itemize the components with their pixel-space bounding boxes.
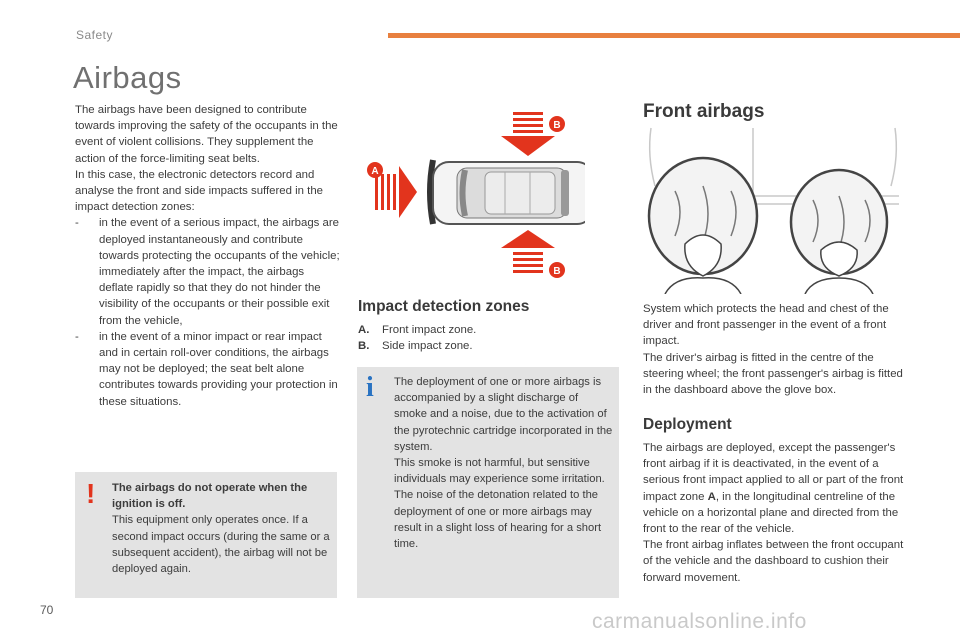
- list-item: [75, 215, 340, 328]
- list-dash: -: [75, 330, 79, 343]
- impact-zones-list: [358, 322, 476, 354]
- page-number: 70: [40, 603, 54, 617]
- zone-text: Side impact zone.: [382, 340, 473, 353]
- list-dash: -: [75, 217, 79, 230]
- passenger-airbag: [791, 170, 887, 294]
- info-paragraph-1: The deployment of one or more airbags is accompanied by a slight discharge of smoke and a noise, due to the activation of the pyrotechnic cartridge incorporated in the system.: [394, 376, 613, 453]
- list-item: [75, 329, 340, 410]
- section-label: Safety: [76, 28, 114, 42]
- exclamation-icon: !: [86, 478, 96, 509]
- side-impact-arrow-bottom: [501, 230, 555, 273]
- label-b-bottom: B: [553, 266, 561, 277]
- watermark: carmanualsonline.info: [592, 610, 807, 633]
- zone-a-reference: A: [707, 490, 716, 503]
- car-top-view: [430, 160, 585, 224]
- header-accent-bar: [388, 33, 960, 38]
- warning-body: This equipment only operates once. If a second impact occurs (during the same or a subsequent accident), the airbag will not be deployed again.: [112, 514, 330, 576]
- info-icon: i: [366, 372, 374, 403]
- label-b-top: B: [553, 120, 561, 131]
- list-item: [358, 338, 476, 354]
- deployment-heading: Deployment: [643, 416, 732, 433]
- impact-zones-heading: Impact detection zones: [358, 298, 530, 315]
- list-item: [358, 322, 476, 338]
- zone-letter: A.: [358, 324, 370, 336]
- zone-text: Front impact zone.: [382, 324, 477, 336]
- deployment-paragraph-1-end: , in the longitudinal centreline of the vehicle on a horizontal plane and directed from the front to the rear of the vehicle.: [643, 490, 899, 536]
- intro-text: [75, 102, 340, 410]
- driver-airbag: [649, 158, 757, 294]
- intro-paragraph-2: In this case, the electronic detectors record and analyse the front and side impacts suffered in the impact detection zones:: [75, 168, 324, 214]
- list-item-text: in the event of a serious impact, the airbags are deployed instantaneously and contribute towards protecting the occupants of the vehicle; immediately after the impact, the airbags deflate rapidly so that they do not hinder the visibility of the occupants or their possible exit from the vehicle,: [99, 217, 340, 327]
- warning-bold: The airbags do not operate when the ignition is off.: [112, 482, 308, 511]
- warning-text: [112, 480, 330, 577]
- deployment-paragraph-2: The front airbag inflates between the front occupant of the vehicle and the dashboard to cushion their forward movement.: [643, 539, 904, 584]
- side-impact-arrow-top: [501, 112, 555, 156]
- label-a: A: [371, 166, 379, 177]
- info-text: [394, 374, 614, 552]
- intro-paragraph-1: The airbags have been designed to contribute towards improving the safety of the occupants in the event of violent collisions. They supplement the action of the force-limiting seat belts.: [75, 104, 338, 165]
- front-paragraph-2: The driver's airbag is fitted in the centre of the steering wheel; the front passenger's airbag is fitted in the dashboard above the glove box.: [643, 351, 903, 397]
- list-item-text: in the event of a minor impact or rear impact and in certain roll-over conditions, the airbags may not be deployed; the seat belt alone contributes towards providing your protection in these situations.: [99, 330, 338, 408]
- page-title: Airbags: [73, 60, 182, 95]
- front-airbags-text: [643, 301, 908, 398]
- zone-letter: B.: [358, 340, 370, 353]
- front-paragraph-1: System which protects the head and chest of the driver and front passenger in the event of a front impact.: [643, 303, 889, 348]
- deployment-paragraph-1: The airbags are deployed, except the passenger's front airbag if it is deactivated, in the event of a serious front impact applied to all or part of the front impact zone: [643, 442, 904, 503]
- deployment-text: [643, 440, 908, 586]
- info-paragraph-2: This smoke is not harmful, but sensitive individuals may experience some irritation.: [394, 457, 605, 486]
- front-airbags-illustration: [645, 126, 910, 294]
- impact-zones-diagram: [365, 112, 585, 282]
- info-paragraph-3: The noise of the detonation related to the deployment of one or more airbags may result in a slight loss of hearing for a short time.: [394, 489, 602, 551]
- front-airbags-heading: Front airbags: [643, 101, 765, 122]
